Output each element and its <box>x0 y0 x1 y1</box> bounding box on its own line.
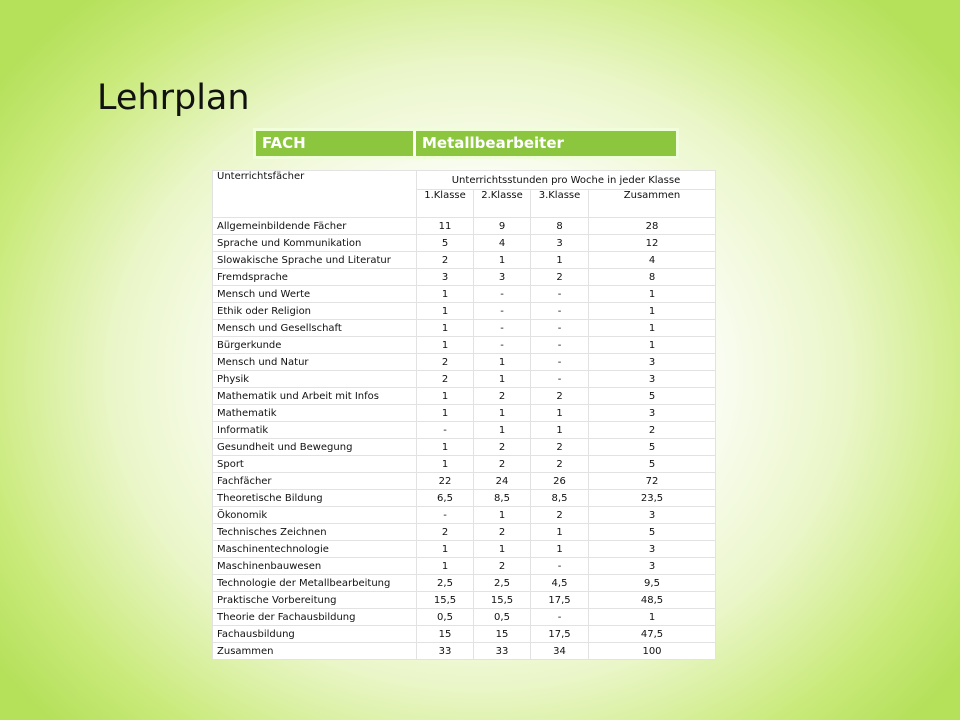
class-1-header: 1.Klasse <box>417 190 474 218</box>
hours-cell: 5 <box>589 388 716 405</box>
hours-cell: 1 <box>531 524 589 541</box>
table-row <box>213 218 716 235</box>
hours-cell: 4 <box>474 235 531 252</box>
hours-cell: 2 <box>531 507 589 524</box>
table-row <box>213 643 716 660</box>
subject-cell: Technologie der Metallbearbeitung <box>213 575 417 592</box>
subject-cell: Fachfächer <box>213 473 417 490</box>
subject-cell: Fachausbildung <box>213 626 417 643</box>
total-header: Zusammen <box>589 190 716 218</box>
hours-cell: 1 <box>474 371 531 388</box>
class-2-header: 2.Klasse <box>474 190 531 218</box>
table-row <box>213 405 716 422</box>
header-program: Metallbearbeiter <box>416 131 676 156</box>
hours-cell: 1 <box>531 405 589 422</box>
hours-cell: 1 <box>474 541 531 558</box>
table-row <box>213 473 716 490</box>
hours-column-header: Unterrichtsstunden pro Woche in jeder Klasse <box>417 171 716 190</box>
subject-cell: Ökonomik <box>213 507 417 524</box>
hours-cell: 3 <box>589 507 716 524</box>
table-row <box>213 388 716 405</box>
hours-cell: 9 <box>474 218 531 235</box>
hours-cell: 48,5 <box>589 592 716 609</box>
hours-cell: 33 <box>474 643 531 660</box>
hours-cell: 0,5 <box>417 609 474 626</box>
table-row <box>213 286 716 303</box>
slide-title: Lehrplan <box>97 78 250 118</box>
table-row <box>213 303 716 320</box>
table-row <box>213 575 716 592</box>
hours-cell: - <box>531 371 589 388</box>
hours-cell: 1 <box>417 541 474 558</box>
hours-cell: 1 <box>589 609 716 626</box>
hours-cell: 33 <box>417 643 474 660</box>
hours-cell: 3 <box>589 371 716 388</box>
hours-cell: - <box>474 337 531 354</box>
subject-column-header: Unterrichtsfächer <box>213 171 417 218</box>
curriculum-table <box>212 170 716 660</box>
hours-cell: 1 <box>417 286 474 303</box>
hours-cell: 72 <box>589 473 716 490</box>
hours-cell: 1 <box>417 320 474 337</box>
hours-cell: 2 <box>474 439 531 456</box>
hours-cell: 3 <box>474 269 531 286</box>
hours-cell: 1 <box>589 286 716 303</box>
hours-cell: 1 <box>531 541 589 558</box>
hours-cell: - <box>531 558 589 575</box>
table-row <box>213 558 716 575</box>
table-row <box>213 320 716 337</box>
table-row <box>213 439 716 456</box>
hours-cell: 15,5 <box>474 592 531 609</box>
hours-cell: 1 <box>417 558 474 575</box>
hours-cell: 1 <box>474 507 531 524</box>
hours-cell: 3 <box>531 235 589 252</box>
table-row <box>213 235 716 252</box>
hours-cell: 4,5 <box>531 575 589 592</box>
header-fach: FACH <box>256 131 416 156</box>
hours-cell: 100 <box>589 643 716 660</box>
subject-cell: Bürgerkunde <box>213 337 417 354</box>
hours-cell: 17,5 <box>531 626 589 643</box>
subject-cell: Mathematik <box>213 405 417 422</box>
hours-cell: 1 <box>474 354 531 371</box>
hours-cell: 8 <box>531 218 589 235</box>
hours-cell: - <box>474 286 531 303</box>
hours-cell: 22 <box>417 473 474 490</box>
hours-cell: - <box>531 320 589 337</box>
hours-cell: 8,5 <box>474 490 531 507</box>
table-row <box>213 524 716 541</box>
table-row <box>213 269 716 286</box>
hours-cell: 28 <box>589 218 716 235</box>
subject-cell: Maschinentechnologie <box>213 541 417 558</box>
hours-cell: 1 <box>531 252 589 269</box>
subject-cell: Sprache und Kommunikation <box>213 235 417 252</box>
subject-cell: Mensch und Natur <box>213 354 417 371</box>
hours-cell: - <box>531 354 589 371</box>
subject-cell: Fremdsprache <box>213 269 417 286</box>
hours-cell: 2 <box>474 558 531 575</box>
hours-cell: 2 <box>417 252 474 269</box>
hours-cell: 0,5 <box>474 609 531 626</box>
hours-cell: 2,5 <box>417 575 474 592</box>
hours-cell: - <box>474 320 531 337</box>
hours-cell: - <box>531 303 589 320</box>
subject-cell: Theorie der Fachausbildung <box>213 609 417 626</box>
hours-cell: 2 <box>531 439 589 456</box>
hours-cell: 1 <box>589 337 716 354</box>
table-row <box>213 252 716 269</box>
hours-cell: 26 <box>531 473 589 490</box>
table-row <box>213 626 716 643</box>
subject-cell: Informatik <box>213 422 417 439</box>
table-row <box>213 456 716 473</box>
subject-cell: Technisches Zeichnen <box>213 524 417 541</box>
hours-cell: 5 <box>589 439 716 456</box>
subject-cell: Slowakische Sprache und Literatur <box>213 252 417 269</box>
hours-cell: 3 <box>589 405 716 422</box>
table-row <box>213 609 716 626</box>
hours-cell: - <box>531 609 589 626</box>
table-header-row <box>213 171 716 190</box>
subject-cell: Praktische Vorbereitung <box>213 592 417 609</box>
hours-cell: 12 <box>589 235 716 252</box>
table-row <box>213 507 716 524</box>
hours-cell: 3 <box>417 269 474 286</box>
hours-cell: 5 <box>589 524 716 541</box>
hours-cell: 1 <box>417 303 474 320</box>
hours-cell: 6,5 <box>417 490 474 507</box>
hours-cell: 1 <box>417 456 474 473</box>
hours-cell: 1 <box>589 320 716 337</box>
hours-cell: 2 <box>589 422 716 439</box>
hours-cell: 15,5 <box>417 592 474 609</box>
hours-cell: 9,5 <box>589 575 716 592</box>
subject-cell: Zusammen <box>213 643 417 660</box>
hours-cell: 2 <box>417 371 474 388</box>
table-row <box>213 354 716 371</box>
hours-cell: 1 <box>417 388 474 405</box>
hours-cell: 5 <box>589 456 716 473</box>
hours-cell: 23,5 <box>589 490 716 507</box>
hours-cell: - <box>417 507 474 524</box>
subject-cell: Mensch und Werte <box>213 286 417 303</box>
hours-cell: 8 <box>589 269 716 286</box>
hours-cell: - <box>531 337 589 354</box>
hours-cell: 1 <box>417 405 474 422</box>
subject-cell: Ethik oder Religion <box>213 303 417 320</box>
hours-cell: 2 <box>531 456 589 473</box>
subject-cell: Physik <box>213 371 417 388</box>
hours-cell: 2 <box>531 388 589 405</box>
table-row <box>213 337 716 354</box>
subject-cell: Allgemeinbildende Fächer <box>213 218 417 235</box>
hours-cell: 2 <box>417 354 474 371</box>
hours-cell: 2 <box>417 524 474 541</box>
subject-cell: Mensch und Gesellschaft <box>213 320 417 337</box>
hours-cell: 15 <box>474 626 531 643</box>
hours-cell: 17,5 <box>531 592 589 609</box>
hours-cell: 2 <box>531 269 589 286</box>
hours-cell: - <box>417 422 474 439</box>
hours-cell: 2,5 <box>474 575 531 592</box>
hours-cell: 4 <box>589 252 716 269</box>
subject-cell: Sport <box>213 456 417 473</box>
hours-cell: 1 <box>531 422 589 439</box>
hours-cell: 2 <box>474 456 531 473</box>
table-row <box>213 371 716 388</box>
hours-cell: 3 <box>589 354 716 371</box>
hours-cell: 3 <box>589 558 716 575</box>
hours-cell: 34 <box>531 643 589 660</box>
hours-cell: 5 <box>417 235 474 252</box>
table-row <box>213 541 716 558</box>
subject-cell: Maschinenbauwesen <box>213 558 417 575</box>
hours-cell: 1 <box>474 405 531 422</box>
hours-cell: 1 <box>589 303 716 320</box>
hours-cell: 1 <box>474 252 531 269</box>
hours-cell: 2 <box>474 524 531 541</box>
hours-cell: 1 <box>417 337 474 354</box>
table-row <box>213 490 716 507</box>
table-row <box>213 592 716 609</box>
class-3-header: 3.Klasse <box>531 190 589 218</box>
hours-cell: 24 <box>474 473 531 490</box>
hours-cell: 11 <box>417 218 474 235</box>
hours-cell: 1 <box>474 422 531 439</box>
hours-cell: 8,5 <box>531 490 589 507</box>
hours-cell: 2 <box>474 388 531 405</box>
subject-header-bar <box>253 128 679 159</box>
hours-cell: 47,5 <box>589 626 716 643</box>
hours-cell: 1 <box>417 439 474 456</box>
subject-cell: Mathematik und Arbeit mit Infos <box>213 388 417 405</box>
hours-cell: - <box>531 286 589 303</box>
subject-cell: Theoretische Bildung <box>213 490 417 507</box>
table-row <box>213 422 716 439</box>
hours-cell: 3 <box>589 541 716 558</box>
hours-cell: - <box>474 303 531 320</box>
hours-cell: 15 <box>417 626 474 643</box>
subject-cell: Gesundheit und Bewegung <box>213 439 417 456</box>
